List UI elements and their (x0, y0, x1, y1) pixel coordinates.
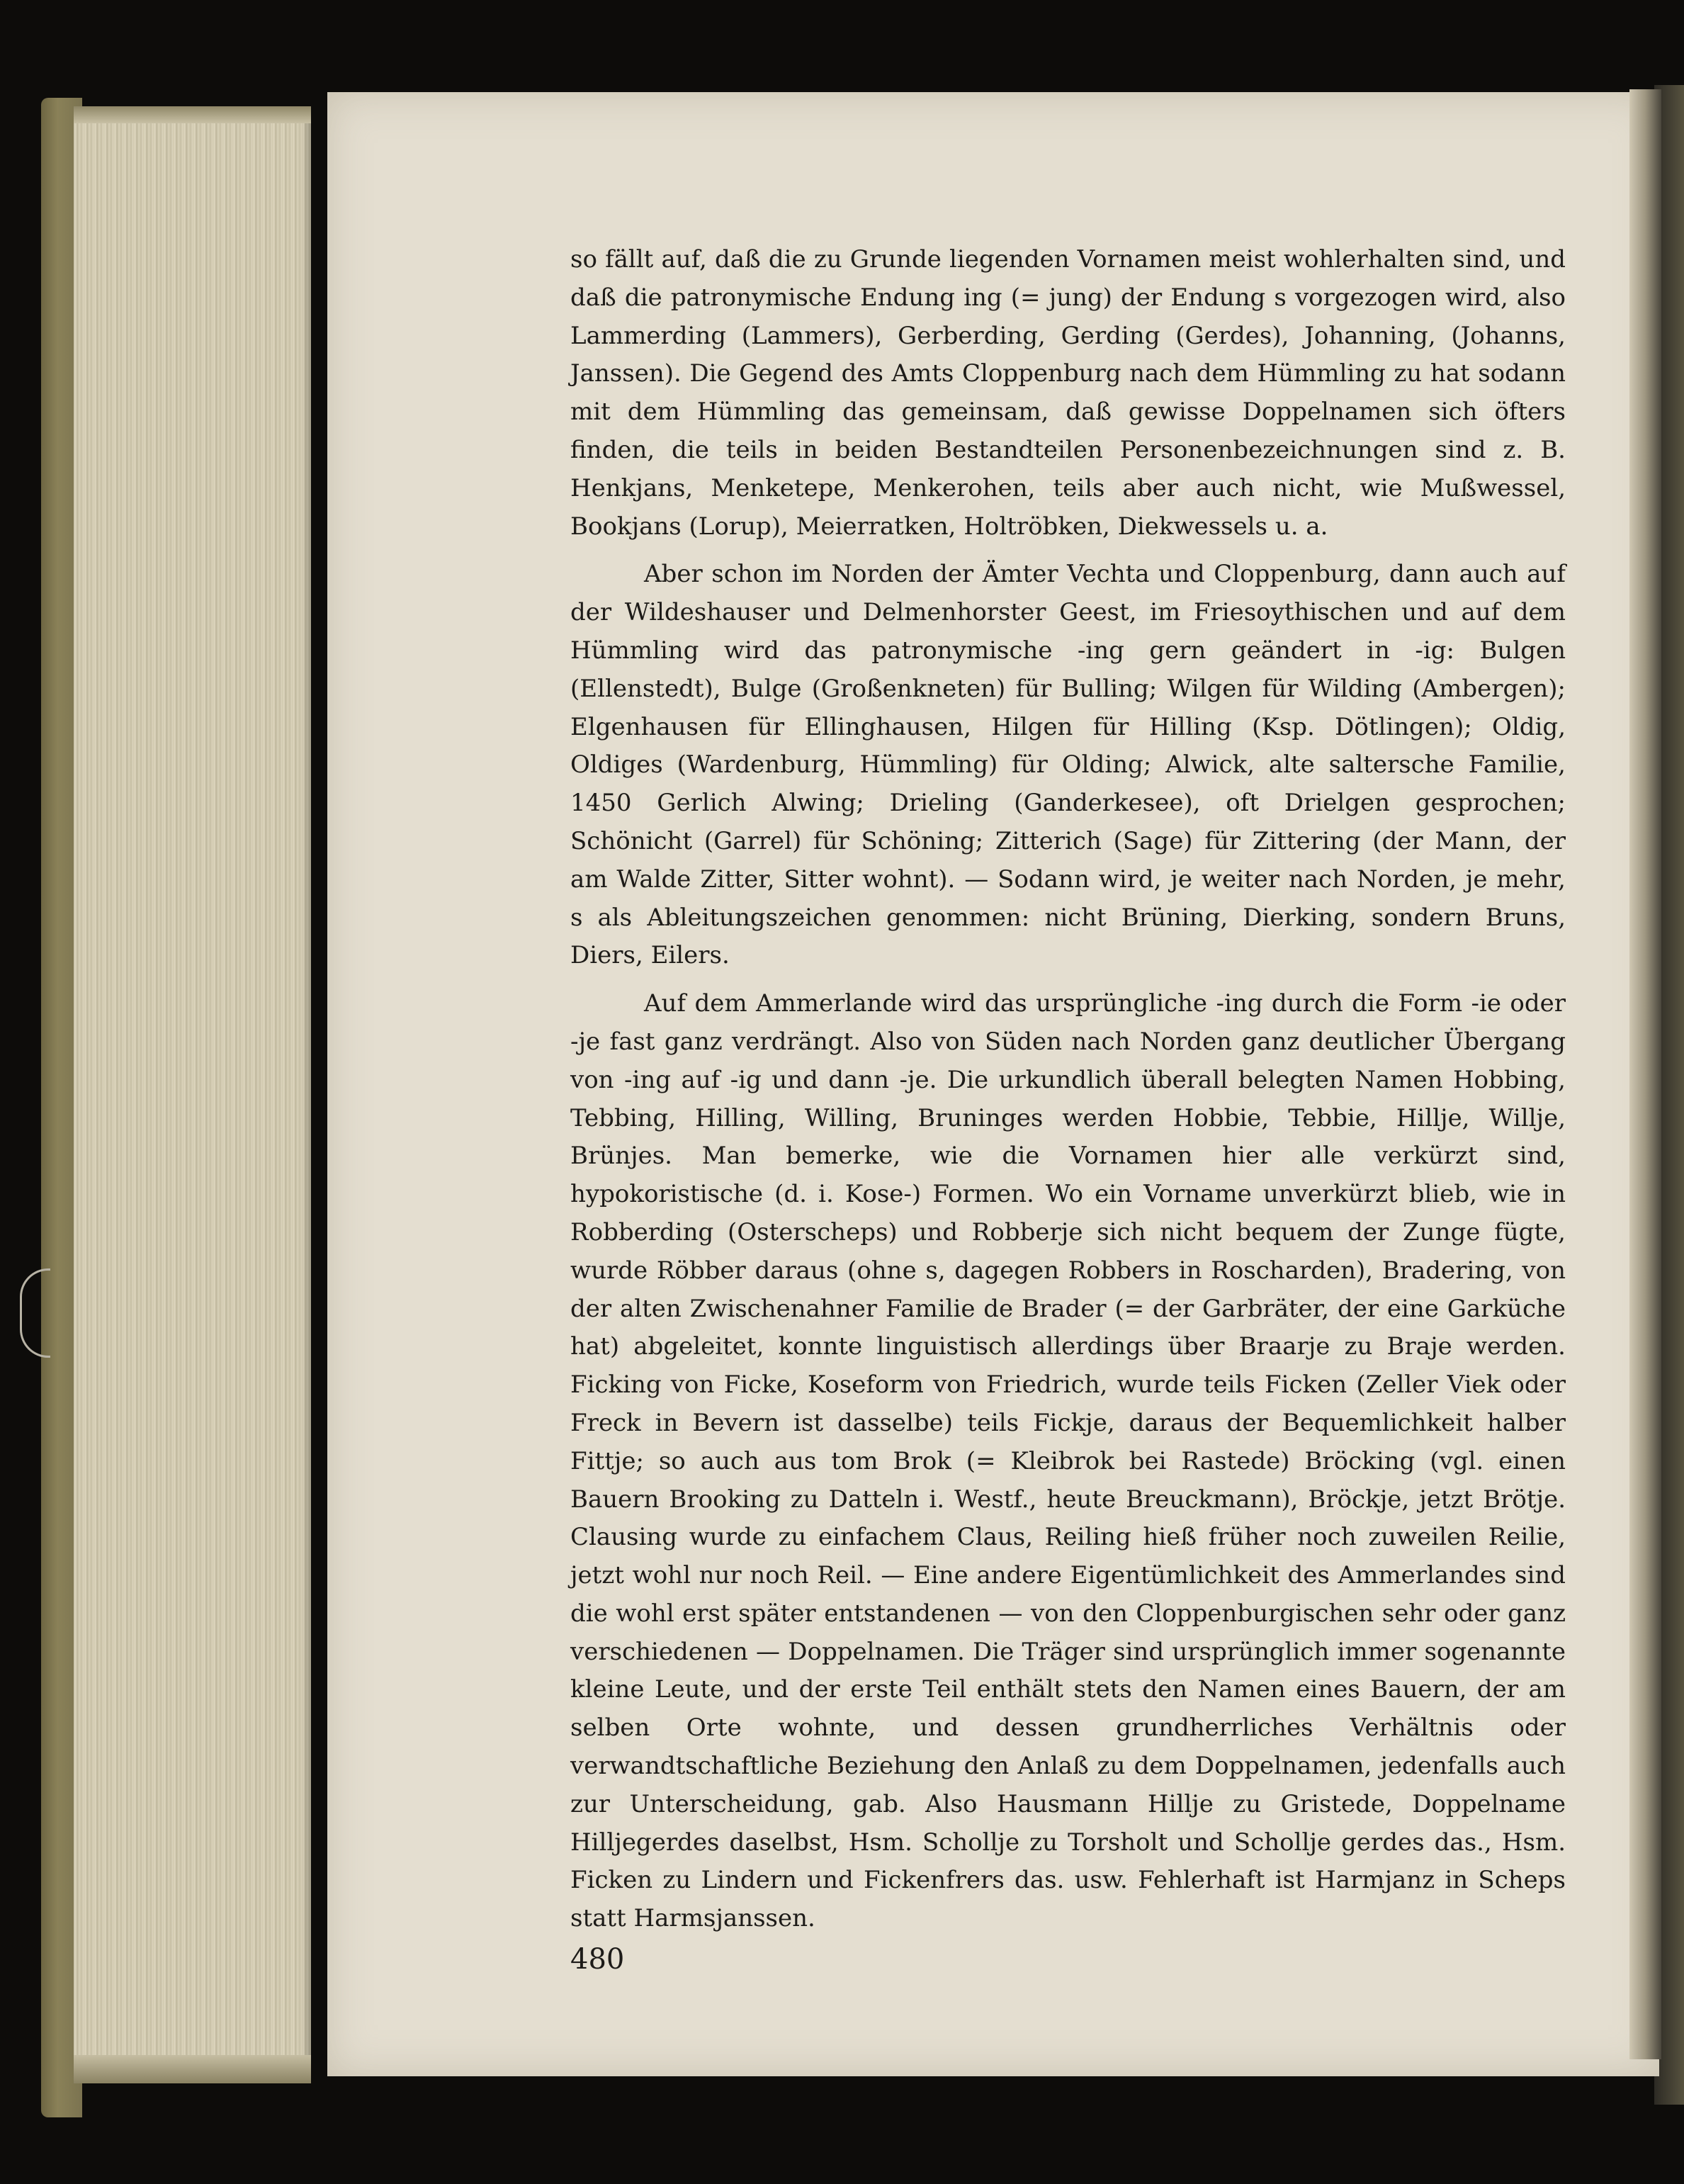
page-stack-top (74, 106, 311, 123)
paragraph-2: Aber schon im Norden der Ämter Vechta und Cloppenburg, dann auch auf der Wildeshauser und Delmenhorster Geest, im Friesoythischen und auf dem Hümmling wird das patronymische -ing gern geändert in -ig: Bulgen (Ellenstedt), Bulge (Großenkneten) für Bulling; Wilgen für Wilding (Ambergen); Elgenhausen für Ellinghausen, Hilgen für Hilling (Ksp. Dötlingen); Oldig, Oldiges (Wardenburg, Hümmling) für Olding; Alwick, alte saltersche Familie, 1450 Gerlich Alwing; Drieling (Ganderkesee), oft Drielgen gesprochen; Schönicht (Garrel) für Schöning; Zitterich (Sage) für Zittering (der Mann, der am Walde Zitter, Sitter wohnt). — Sodann wird, je weiter nach Norden, je mehr, s als Ableitungszeichen genommen: nicht Brüning, Dierking, sondern Bruns, Diers, Eilers. (570, 560, 1566, 970)
loose-thread (20, 1268, 50, 1358)
page-body-text (570, 241, 1566, 1938)
paragraph-1: so fällt auf, daß die zu Grunde liegenden Vornamen meist wohlerhalten sind, und daß die patronymische Endung ing (= jung) der Endung s vorgezogen wird, also Lammerding (Lammers), Gerberding, Gerding (Gerdes), Johanning, (Johanns, Janssen). Die Gegend des Amts Cloppenburg nach dem Hümmling zu hat sodann mit dem Hümmling das gemeinsam, daß gewisse Doppelnamen sich öfters finden, die teils in beiden Bestandteilen Personenbezeichnungen sind z. B. Henkjans, Menketepe, Menkerohen, teils aber auch nicht, wie Mußwessel, Bookjans (Lorup), Meierratken, Holtröbken, Diekwessels u. a. (570, 245, 1566, 541)
paragraph-3: Auf dem Ammerlande wird das ursprüngliche -ing durch die Form -ie oder -je fast ganz verdrängt. Also von Süden nach Norden ganz deutlicher Übergang von -ing auf -ig und dann -je. Die urkundlich überall belegten Namen Hobbing, Tebbing, Hilling, Willing, Bruninges werden Hobbie, Tebbie, Hillje, Willje, Brünjes. Man bemerke, wie die Vornamen hier alle verkürzt sind, hypokoristische (d. i. Kose-) Formen. Wo ein Vorname unverkürzt blieb, wie in Robberding (Osterscheps) und Robberje sich nicht bequem der Zunge fügte, wurde Röbber daraus (ohne s, dagegen Robbers in Roscharden), Bradering, von der alten Zwischenahner Familie de Brader (= der Garbräter, der eine Garküche hat) abgeleitet, konnte linguistisch allerdings über Braarje zu Braje werden. Ficking von Ficke, Koseform von Friedrich, wurde teils Ficken (Zeller Viek oder Freck in Bevern ist dasselbe) teils Fickje, daraus der Bequemlichkeit halber Fittje; so auch aus tom Brok (= Kleibrok bei Rastede) Bröcking (vgl. einen Bauern Brooking zu Datteln i. Westf., heute Breuckmann), Bröckje, jetzt Brötje. Clausing wurde zu einfachem Claus, Reiling hieß früher noch zuweilen Reilie, jetzt wohl nur noch Reil. — Eine andere Eigentümlichkeit des Ammerlandes sind die wohl erst später entstandenen — von den Cloppenburgischen sehr oder ganz verschiedenen — Doppelnamen. Die Träger sind ursprünglich immer sogenannte kleine Leute, und der erste Teil enthält stets den Namen eines Bauern, der am selben Orte wohnte, und dessen grundherrliches Verhältnis oder verwandtschaftliche Beziehung den Anlaß zu dem Doppelnamen, jedenfalls auch zur Unterscheidung, gab. Also Hausmann Hillje zu Gristede, Doppelname Hilljegerdes daselbst, Hsm. Schollje zu Torsholt und Schollje gerdes das., Hsm. Ficken zu Lindern und Fickenfrers das. usw. Fehlerhaft ist Harmjanz in Scheps statt Harmsjanssen. (570, 989, 1566, 1933)
page-stack-bottom (74, 2055, 311, 2083)
page-number: 480 (570, 1943, 625, 1976)
page-gutter-shadow (1629, 89, 1661, 2059)
page-stack-fore-edge (74, 113, 311, 2069)
